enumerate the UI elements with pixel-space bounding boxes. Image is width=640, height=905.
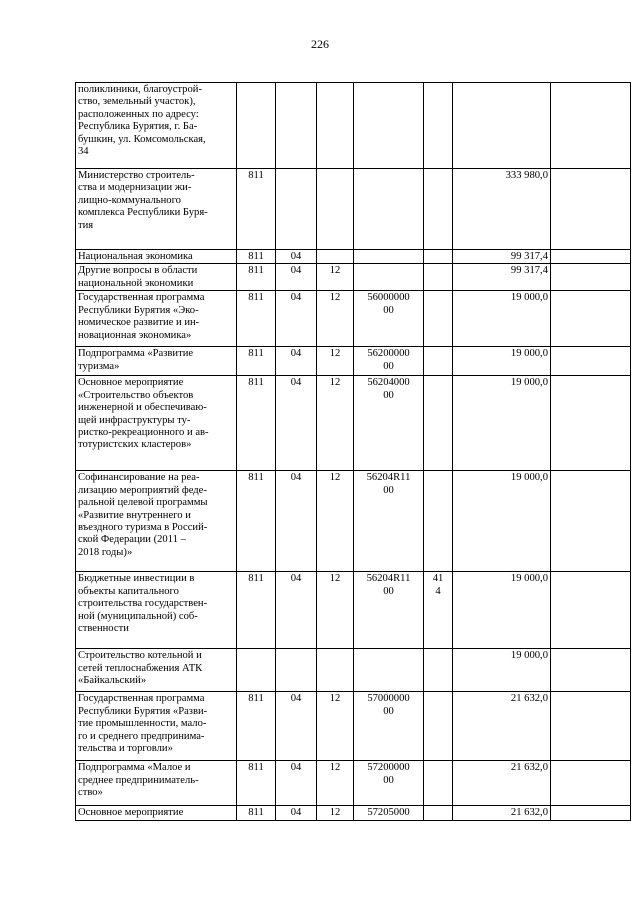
item-name-cell-text: Национальная экономика bbox=[78, 251, 193, 262]
section-code-cell-text: 04 bbox=[290, 377, 302, 389]
item-name-cell-text: Основное мероприятие «Строительство объектов инженерной и обеспечиваю- щей инфраструктуры ту- ристко-рекреационного и ав- тотуристских кластеров» bbox=[78, 377, 209, 451]
item-name-cell bbox=[76, 761, 237, 806]
subsection-code-cell bbox=[317, 169, 354, 250]
ministry-code-cell bbox=[237, 376, 276, 471]
target-article-cell-text: 56204000 00 bbox=[367, 377, 410, 401]
table-row bbox=[76, 250, 631, 264]
subsection-code-cell bbox=[317, 264, 354, 291]
target-article-cell bbox=[354, 169, 424, 250]
table-row bbox=[76, 347, 631, 376]
ministry-code-cell bbox=[237, 761, 276, 806]
subsection-code-cell bbox=[317, 761, 354, 806]
subsection-code-cell bbox=[317, 649, 354, 692]
subsection-code-cell-text: 12 bbox=[329, 573, 341, 585]
target-article-cell bbox=[354, 471, 424, 572]
amount-cell-text: 21 632,0 bbox=[510, 807, 548, 819]
ministry-code-cell bbox=[237, 572, 276, 649]
table-row bbox=[76, 291, 631, 347]
subsection-code-cell-text: 12 bbox=[329, 265, 341, 277]
expense-type-cell bbox=[424, 291, 453, 347]
ministry-code-cell-text: 811 bbox=[248, 807, 264, 819]
target-article-cell-text: 56204R11 00 bbox=[366, 472, 411, 496]
section-code-cell bbox=[276, 83, 317, 169]
section-code-cell bbox=[276, 264, 317, 291]
table-row bbox=[76, 169, 631, 250]
expense-type-cell bbox=[424, 169, 453, 250]
amount-cell-text: 99 317,4 bbox=[510, 251, 548, 262]
extra-cell bbox=[551, 264, 631, 291]
subsection-code-cell-text: 12 bbox=[329, 693, 341, 705]
ministry-code-cell bbox=[237, 347, 276, 376]
item-name-cell-text: Бюджетные инвестиции в объекты капитального строительства государствен- ной (муниципальной) соб- ственности bbox=[78, 573, 208, 635]
section-code-cell-text: 04 bbox=[290, 292, 302, 304]
subsection-code-cell-text: 12 bbox=[329, 377, 341, 389]
section-code-cell bbox=[276, 347, 317, 376]
expense-type-cell bbox=[424, 471, 453, 572]
subsection-code-cell bbox=[317, 692, 354, 761]
item-name-cell-text: Строительство котельной и сетей теплоснабжения АТК «Байкальский» bbox=[78, 650, 203, 687]
amount-cell bbox=[453, 376, 551, 471]
amount-cell-text: 19 000,0 bbox=[510, 348, 548, 360]
ministry-code-cell bbox=[237, 169, 276, 250]
expense-type-cell bbox=[424, 649, 453, 692]
extra-cell bbox=[551, 250, 631, 264]
extra-cell bbox=[551, 169, 631, 250]
subsection-code-cell-text: 12 bbox=[329, 472, 341, 484]
item-name-cell-text: поликлиники, благоустрой- ство, земельный участок), расположенных по адресу: Республика Бурятия, г. Ба- бушкин, ул. Комсомольская, 34 bbox=[78, 84, 206, 158]
expense-type-cell bbox=[424, 83, 453, 169]
item-name-cell bbox=[76, 376, 237, 471]
extra-cell bbox=[551, 347, 631, 376]
target-article-cell-text: 57205000 bbox=[367, 807, 410, 819]
section-code-cell-text: 04 bbox=[290, 251, 302, 262]
table-row bbox=[76, 83, 631, 169]
amount-cell bbox=[453, 169, 551, 250]
ministry-code-cell bbox=[237, 471, 276, 572]
target-article-cell-text: 56000000 00 bbox=[367, 292, 410, 316]
ministry-code-cell bbox=[237, 264, 276, 291]
extra-cell bbox=[551, 761, 631, 806]
ministry-code-cell bbox=[237, 83, 276, 169]
subsection-code-cell-text: 12 bbox=[329, 292, 341, 304]
section-code-cell-text: 04 bbox=[290, 348, 302, 360]
extra-cell bbox=[551, 83, 631, 169]
item-name-cell-text: Другие вопросы в области национальной экономики bbox=[78, 265, 198, 289]
ministry-code-cell bbox=[237, 291, 276, 347]
amount-cell bbox=[453, 692, 551, 761]
ministry-code-cell-text: 811 bbox=[248, 265, 264, 277]
item-name-cell-text: Государственная программа Республики Бурятия «Эко- номическое развитие и ин- новационная экономика» bbox=[78, 292, 205, 341]
extra-cell bbox=[551, 806, 631, 821]
item-name-cell bbox=[76, 471, 237, 572]
section-code-cell bbox=[276, 291, 317, 347]
item-name-cell bbox=[76, 347, 237, 376]
section-code-cell bbox=[276, 376, 317, 471]
budget-table bbox=[75, 82, 631, 821]
section-code-cell-text: 04 bbox=[290, 573, 302, 585]
section-code-cell bbox=[276, 250, 317, 264]
item-name-cell-text: Софинансирование на реа- лизацию мероприятий феде- ральной целевой программы «Развитие внутреннего и въездного туризма в Россий- ской Федерации (2011 – 2018 годы)» bbox=[78, 472, 208, 558]
section-code-cell-text: 04 bbox=[290, 807, 302, 819]
target-article-cell bbox=[354, 291, 424, 347]
item-name-cell-text: Государственная программа Республики Бурятия «Разви- тие промышленности, мало- го и среднего предпринима- тельства и торговли» bbox=[78, 693, 208, 755]
target-article-cell-text: 57000000 00 bbox=[367, 693, 410, 717]
target-article-cell-text: 56204R11 00 bbox=[366, 573, 411, 597]
amount-cell bbox=[453, 649, 551, 692]
expense-type-cell bbox=[424, 761, 453, 806]
item-name-cell-text: Подпрограмма «Малое и среднее предприниматель- ство» bbox=[78, 762, 199, 799]
expense-type-cell bbox=[424, 806, 453, 821]
section-code-cell bbox=[276, 806, 317, 821]
target-article-cell bbox=[354, 572, 424, 649]
table-row bbox=[76, 376, 631, 471]
ministry-code-cell bbox=[237, 649, 276, 692]
page-number: 226 bbox=[311, 37, 329, 51]
extra-cell bbox=[551, 572, 631, 649]
amount-cell bbox=[453, 347, 551, 376]
amount-cell-text: 19 000,0 bbox=[510, 573, 548, 585]
amount-cell-text: 333 980,0 bbox=[505, 170, 548, 181]
ministry-code-cell-text: 811 bbox=[248, 348, 264, 360]
item-name-cell bbox=[76, 264, 237, 291]
subsection-code-cell bbox=[317, 83, 354, 169]
extra-cell bbox=[551, 291, 631, 347]
amount-cell-text: 99 317,4 bbox=[510, 265, 548, 277]
ministry-code-cell-text: 811 bbox=[248, 292, 264, 304]
amount-cell bbox=[453, 250, 551, 264]
ministry-code-cell bbox=[237, 250, 276, 264]
table-row bbox=[76, 649, 631, 692]
section-code-cell-text: 04 bbox=[290, 265, 302, 277]
item-name-cell bbox=[76, 250, 237, 264]
target-article-cell bbox=[354, 649, 424, 692]
section-code-cell-text: 04 bbox=[290, 762, 302, 774]
ministry-code-cell bbox=[237, 692, 276, 761]
section-code-cell bbox=[276, 692, 317, 761]
expense-type-cell bbox=[424, 347, 453, 376]
ministry-code-cell-text: 811 bbox=[248, 762, 264, 774]
amount-cell bbox=[453, 291, 551, 347]
amount-cell bbox=[453, 471, 551, 572]
amount-cell bbox=[453, 264, 551, 291]
amount-cell-text: 21 632,0 bbox=[510, 762, 548, 774]
amount-cell bbox=[453, 572, 551, 649]
ministry-code-cell-text: 811 bbox=[248, 251, 264, 262]
ministry-code-cell bbox=[237, 806, 276, 821]
expense-type-cell bbox=[424, 264, 453, 291]
subsection-code-cell bbox=[317, 572, 354, 649]
table-row bbox=[76, 572, 631, 649]
ministry-code-cell-text: 811 bbox=[248, 472, 264, 484]
expense-type-cell bbox=[424, 376, 453, 471]
expense-type-cell bbox=[424, 250, 453, 264]
section-code-cell bbox=[276, 649, 317, 692]
table-row bbox=[76, 471, 631, 572]
subsection-code-cell bbox=[317, 376, 354, 471]
table-row bbox=[76, 264, 631, 291]
target-article-cell bbox=[354, 692, 424, 761]
subsection-code-cell bbox=[317, 250, 354, 264]
amount-cell-text: 21 632,0 bbox=[510, 693, 548, 705]
amount-cell-text: 19 000,0 bbox=[510, 377, 548, 389]
item-name-cell bbox=[76, 291, 237, 347]
extra-cell bbox=[551, 376, 631, 471]
target-article-cell bbox=[354, 83, 424, 169]
subsection-code-cell-text: 12 bbox=[329, 348, 341, 360]
subsection-code-cell bbox=[317, 806, 354, 821]
extra-cell bbox=[551, 649, 631, 692]
ministry-code-cell-text: 811 bbox=[248, 170, 264, 181]
item-name-cell-text: Основное мероприятие bbox=[78, 807, 184, 819]
table-row bbox=[76, 806, 631, 821]
target-article-cell bbox=[354, 806, 424, 821]
section-code-cell bbox=[276, 471, 317, 572]
subsection-code-cell bbox=[317, 347, 354, 376]
table-row bbox=[76, 761, 631, 806]
target-article-cell bbox=[354, 761, 424, 806]
amount-cell-text: 19 000,0 bbox=[510, 292, 548, 304]
item-name-cell bbox=[76, 572, 237, 649]
target-article-cell bbox=[354, 347, 424, 376]
section-code-cell bbox=[276, 761, 317, 806]
amount-cell-text: 19 000,0 bbox=[510, 472, 548, 484]
table-body bbox=[76, 83, 631, 821]
target-article-cell bbox=[354, 376, 424, 471]
target-article-cell-text: 57200000 00 bbox=[367, 762, 410, 786]
ministry-code-cell-text: 811 bbox=[248, 377, 264, 389]
target-article-cell bbox=[354, 250, 424, 264]
item-name-cell bbox=[76, 649, 237, 692]
subsection-code-cell bbox=[317, 291, 354, 347]
section-code-cell-text: 04 bbox=[290, 693, 302, 705]
extra-cell bbox=[551, 692, 631, 761]
expense-type-cell-text: 41 4 bbox=[432, 573, 444, 597]
section-code-cell-text: 04 bbox=[290, 472, 302, 484]
amount-cell bbox=[453, 83, 551, 169]
ministry-code-cell-text: 811 bbox=[248, 693, 264, 705]
section-code-cell bbox=[276, 169, 317, 250]
expense-type-cell bbox=[424, 572, 453, 649]
target-article-cell bbox=[354, 264, 424, 291]
item-name-cell-text: Министерство строитель- ства и модернизации жи- лищно-коммунального комплекса Республики Буря- тия bbox=[78, 170, 208, 231]
subsection-code-cell-text: 12 bbox=[329, 762, 341, 774]
subsection-code-cell bbox=[317, 471, 354, 572]
target-article-cell-text: 56200000 00 bbox=[367, 348, 410, 372]
table-row bbox=[76, 692, 631, 761]
item-name-cell-text: Подпрограмма «Развитие туризма» bbox=[78, 348, 194, 372]
subsection-code-cell-text: 12 bbox=[329, 807, 341, 819]
item-name-cell bbox=[76, 83, 237, 169]
item-name-cell bbox=[76, 169, 237, 250]
amount-cell-text: 19 000,0 bbox=[510, 650, 548, 662]
ministry-code-cell-text: 811 bbox=[248, 573, 264, 585]
item-name-cell bbox=[76, 692, 237, 761]
expense-type-cell bbox=[424, 692, 453, 761]
section-code-cell bbox=[276, 572, 317, 649]
amount-cell bbox=[453, 761, 551, 806]
item-name-cell bbox=[76, 806, 237, 821]
extra-cell bbox=[551, 471, 631, 572]
amount-cell bbox=[453, 806, 551, 821]
